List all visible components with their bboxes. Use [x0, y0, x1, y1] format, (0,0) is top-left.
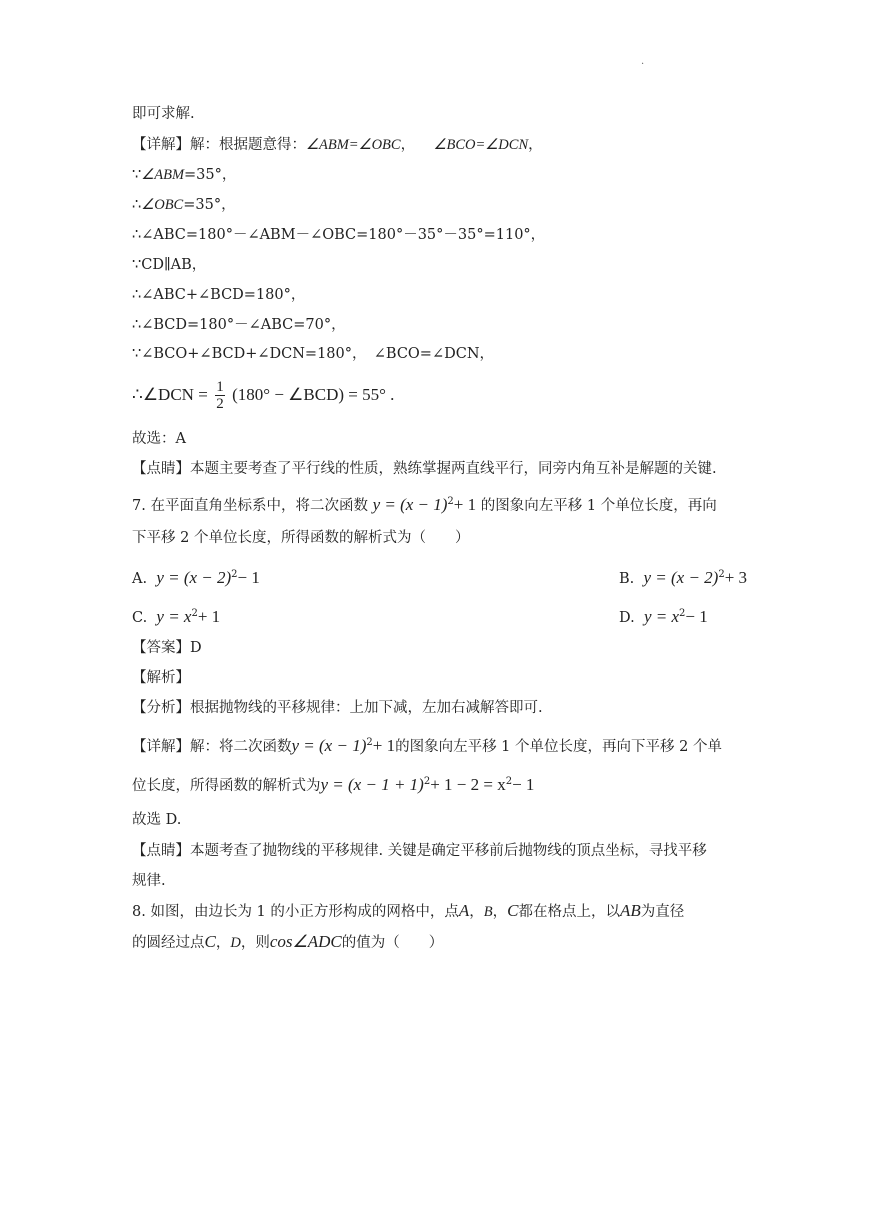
section-tag: 【详解】: [132, 738, 190, 755]
symbol: ∴: [132, 197, 142, 213]
options-row-1: [132, 565, 752, 589]
math: y = (x − 1 + 1): [320, 774, 424, 794]
option-a[interactable]: [132, 567, 260, 587]
question-7: [132, 492, 717, 516]
math: C: [204, 932, 216, 951]
text-line: ∴∠BCD=180°－∠ABC=70°，: [132, 317, 346, 333]
text-line: ∵∠BCO+∠BCD+∠DCN=180°， ∠BCO=∠DCN，: [132, 346, 495, 362]
symbol: ∵: [132, 167, 142, 183]
exponent: 2: [679, 608, 686, 619]
math: ∴∠DCN =: [132, 385, 208, 404]
text-line: 即可求解.: [132, 106, 195, 122]
comment-line: [132, 841, 707, 861]
math: y = (x − 1): [291, 735, 367, 755]
option-label: C.: [132, 609, 148, 626]
math: + 1 − 2 = x: [430, 774, 506, 794]
formula-line: [132, 378, 394, 412]
text: 的值为（ ）: [341, 935, 444, 951]
text: 解：将二次函数: [190, 738, 292, 755]
header-dot: .: [641, 56, 645, 67]
text-line: [132, 165, 236, 185]
analysis-heading: 【解析】: [132, 670, 190, 686]
math: ∠ABM=∠OBC: [306, 137, 401, 153]
exponent: 2: [231, 569, 238, 580]
text: 都在格点上，以: [518, 904, 620, 920]
text: 本题主要考查了平行线的性质，熟练掌握两直线平行，同旁内角互补是解题的关键.: [190, 461, 717, 477]
text: 8. 如图，由边长为 1 的小正方形构成的网格中，点: [132, 904, 459, 920]
math: y = x: [156, 606, 192, 626]
text: 的图象向左平移 1 个单位长度，再向: [480, 497, 717, 514]
exponent: 2: [366, 737, 373, 748]
section-tag: 【点睛】: [132, 843, 190, 859]
text: 解：根据题意得：: [190, 137, 306, 153]
option-label: D.: [619, 609, 635, 626]
detail-line: 【详解】解：根据题意得：∠ABM=∠OBC， ∠BCO=∠DCN，: [132, 137, 543, 153]
math: y = (x − 2): [643, 567, 719, 587]
option-label: A.: [132, 570, 148, 587]
option-label: B.: [619, 570, 635, 587]
answer-line: 【答案】D: [132, 640, 202, 656]
value: =35°，: [184, 167, 237, 183]
option-b[interactable]: [619, 565, 747, 589]
math: C: [507, 901, 519, 920]
denominator: 2: [216, 396, 224, 412]
text-line: 故选 D.: [132, 812, 182, 828]
text-line: ∵CD∥AB，: [132, 257, 207, 273]
math: + 1: [197, 606, 221, 626]
analysis-line: [132, 698, 543, 718]
question-8-line2: [132, 932, 443, 953]
text: ，: [215, 935, 231, 951]
text: 的图象向左平移 1 个单位长度，再向下平移 2 个单: [395, 738, 722, 755]
fraction: [215, 379, 225, 412]
text: 7. 在平面直角坐标系中，将二次函数: [132, 497, 368, 514]
math: − 1: [512, 774, 535, 794]
math: y = (x − 1): [372, 494, 448, 514]
math: − 1: [685, 606, 708, 626]
detail-line-2: [132, 772, 534, 796]
math: D: [230, 935, 241, 951]
math: y = (x − 2): [156, 567, 232, 587]
math: ∠BCO=∠DCN: [433, 137, 529, 153]
math: y = x: [643, 606, 679, 626]
text: ，: [469, 904, 484, 920]
math: B: [483, 904, 493, 920]
text: ，则: [240, 935, 270, 951]
text: 本题考查了抛物线的平移规律. 关键是确定平移前后抛物线的顶点坐标，寻找平移: [190, 843, 707, 859]
math: AB: [619, 901, 641, 920]
options-row-2: [132, 604, 752, 628]
text: 的圆经过点: [132, 935, 205, 951]
text-line: 规律.: [132, 873, 166, 889]
text-line: ∴∠ABC=180°－∠ABM－∠OBC=180°－35°－35°=110°，: [132, 227, 546, 243]
exponent: 2: [718, 569, 725, 580]
section-tag: 【点睛】: [132, 461, 190, 477]
question-8: [132, 901, 684, 922]
detail-line: [132, 733, 722, 757]
value: =35°，: [183, 197, 236, 213]
text-line: ∴∠ABC+∠BCD=180°，: [132, 287, 306, 303]
text: ，: [492, 904, 508, 920]
exponent: 2: [191, 608, 198, 619]
math: cos∠ADC: [269, 932, 342, 951]
math: − 1: [237, 567, 260, 587]
option-d[interactable]: [619, 604, 708, 628]
exponent: 2: [505, 776, 513, 787]
section-tag: 【详解】: [132, 137, 190, 153]
math: ∠OBC: [141, 197, 184, 213]
section-tag: 【分析】: [132, 700, 190, 716]
math: (180° − ∠BCD) = 55° .: [232, 385, 395, 404]
question-7-line2: 下平移 2 个单位长度，所得函数的解析式为（ ）: [132, 530, 470, 546]
math: A: [458, 901, 470, 920]
text: 根据抛物线的平移规律：上加下减，左加右减解答即可.: [190, 700, 543, 716]
option-c[interactable]: [132, 606, 221, 626]
math: ∠ABM: [141, 167, 185, 183]
exponent: 2: [447, 496, 454, 507]
math: + 3: [724, 567, 748, 587]
exponent: 2: [423, 776, 431, 787]
text-line: [132, 195, 236, 215]
numerator: 1: [216, 379, 224, 395]
text-line: 故选：A: [132, 431, 186, 447]
math: + 1: [453, 494, 477, 514]
comment-line: [132, 459, 717, 479]
math: + 1: [372, 735, 396, 755]
text: 位长度，所得函数的解析式为: [132, 777, 321, 794]
text: 为直径: [640, 904, 685, 920]
